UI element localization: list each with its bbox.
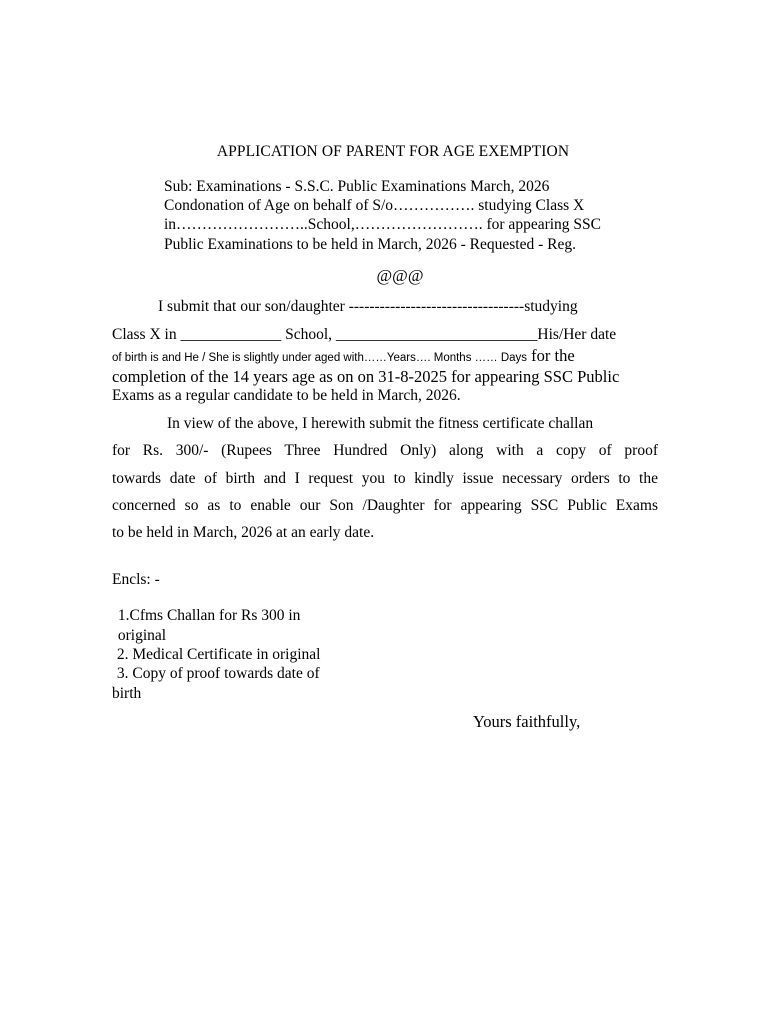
para1-line1: I submit that our son/daughter ----------------------------------studying (158, 298, 578, 315)
para1-line2: Class X in _____________ School, __________________________His/Her date (112, 326, 617, 343)
para1-line5: Exams as a regular candidate to be held in March, 2026. (112, 387, 461, 404)
document-title: APPLICATION OF PARENT FOR AGE EXEMPTION (216, 143, 570, 160)
closing-signoff: Yours faithfully, (473, 712, 581, 731)
enclosure-item-1: 1.Cfms Challan for Rs 300 in (114, 607, 301, 624)
para1-line4: completion of the 14 years age as on on 31-8-2025 for appearing SSC Public (112, 367, 620, 386)
enclosure-item-3: 3. Copy of proof towards date of (113, 665, 320, 682)
enclosure-item-3-cont: birth (112, 685, 142, 702)
para2-line2: for Rs. 300/- (Rupees Three Hundred Only) along with a copy of proof (112, 442, 658, 459)
subject-line-2: Condonation of Age on behalf of S/o……………. studying Class X (164, 197, 585, 214)
subject-line-1: Sub: Examinations - S.S.C. Public Examinations March, 2026 (164, 178, 550, 195)
enclosure-item-1-cont: original (114, 627, 167, 644)
enclosure-item-2: 2. Medical Certificate in original (113, 646, 321, 663)
subject-line-3: in……………………..School,……………………. for appearing SSC (164, 216, 601, 233)
para1-line3-large-text: for the (527, 346, 575, 365)
para2-line5: to be held in March, 2026 at an early date. (112, 524, 375, 541)
enclosures-label: Encls: - (112, 571, 160, 588)
subject-line-4: Public Examinations to be held in March, 2026 - Requested - Reg. (164, 236, 576, 253)
para2-line1: In view of the above, I herewith submit the fitness certificate challan (167, 415, 594, 432)
para1-line3-small-text: of birth is and He / She is slightly under aged with……Years…. Months …… Days (112, 352, 528, 364)
para2-line3: towards date of birth and I request you to kindly issue necessary orders to the (112, 470, 658, 487)
para2-line4: concerned so as to enable our Son /Daughter for appearing SSC Public Exams (112, 497, 658, 514)
para1-line3 (112, 346, 575, 366)
separator-symbols: @@@ (376, 266, 424, 285)
